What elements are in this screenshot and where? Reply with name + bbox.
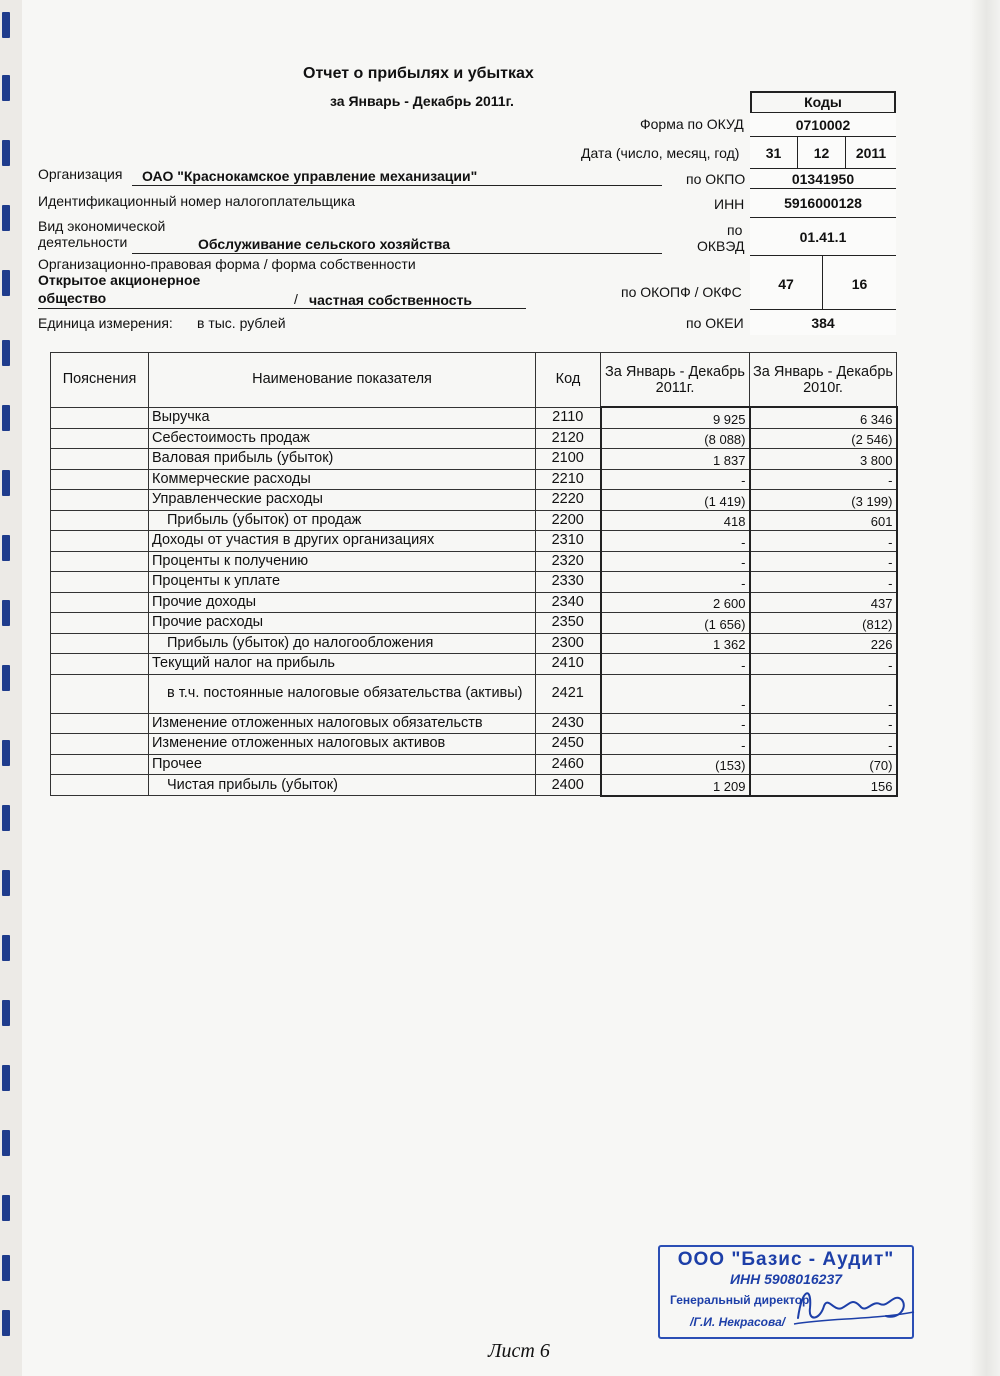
row-name-cell: Проценты к уплате [149,572,536,593]
row-name-cell: Доходы от участия в других организациях [149,531,536,552]
row-previous-value: - [750,654,897,675]
codes-header: Коды [750,91,896,113]
legal-form-1: Открытое акционерное [38,272,201,288]
date-day: 31 [750,137,798,169]
stamp-org: ООО "Базис - Аудит" [677,1249,895,1270]
row-current-value: 9 925 [601,407,750,428]
row-current-value: 1 209 [601,775,750,796]
row-code-cell: 2210 [536,469,601,490]
row-code-cell: 2460 [536,754,601,775]
row-name-cell: Изменение отложенных налоговых активов [149,734,536,755]
date-month: 12 [798,137,846,169]
table-row [51,754,897,775]
legal-form-2: общество [38,290,107,306]
row-current-value: - [601,531,750,552]
org-label: Организация [38,166,123,182]
table-row [51,428,897,449]
row-name-cell: Проценты к получению [149,551,536,572]
row-notes-cell [51,449,149,470]
row-previous-value: - [750,734,897,755]
binding-hole [2,1130,10,1156]
table-row [51,734,897,755]
row-code-cell: 2200 [536,510,601,531]
row-notes-cell [51,428,149,449]
okopf-okfs-label: по ОКОПФ / ОКФС [621,284,742,300]
row-previous-value: (3 199) [750,490,897,511]
row-notes-cell [51,531,149,552]
row-code-cell: 2330 [536,572,601,593]
row-current-value: 418 [601,510,750,531]
row-previous-value: 6 346 [750,407,897,428]
row-previous-value: - [750,531,897,552]
inn-full-label: Идентификационный номер налогоплательщика [38,193,356,209]
row-code-cell: 2110 [536,407,601,428]
binding-hole [2,270,10,296]
row-code-cell: 2410 [536,654,601,675]
okud-label: Форма по ОКУД [640,116,744,132]
binding-hole [2,1195,10,1221]
row-notes-cell [51,754,149,775]
table-row [51,510,897,531]
row-current-value: (153) [601,754,750,775]
row-current-value: 1 362 [601,633,750,654]
table-row [51,674,897,713]
stamp-person: /Г.И. Некрасова/ [690,1315,786,1329]
header-previous-period [750,353,897,408]
row-code-cell: 2350 [536,613,601,634]
row-name-cell: Себестоимость продаж [149,428,536,449]
row-name-cell: Прочие расходы [149,613,536,634]
binding-hole [2,205,10,231]
table-row [51,775,897,796]
row-previous-value: 601 [750,510,897,531]
row-notes-cell [51,633,149,654]
table-row [51,592,897,613]
row-current-value: - [601,654,750,675]
table-row [51,407,897,428]
binding-hole [2,1255,10,1281]
row-previous-value: - [750,713,897,734]
okfs-value: 16 [823,256,896,310]
row-name-cell: Прибыль (убыток) от продаж [149,510,536,531]
row-code-cell: 2320 [536,551,601,572]
row-name-cell: Чистая прибыль (убыток) [149,775,536,796]
binding-hole [2,140,10,166]
row-notes-cell [51,674,149,713]
unit-label: Единица измерения: [38,315,173,331]
date-label: Дата (число, месяц, год) [581,145,740,161]
binding-hole [2,600,10,626]
row-name-cell: Выручка [149,407,536,428]
row-previous-value: (812) [750,613,897,634]
row-previous-value: 3 800 [750,449,897,470]
row-previous-value: 437 [750,592,897,613]
legal-form-underline [38,308,526,309]
unit-value: в тыс. рублей [197,315,286,331]
okopf-value: 47 [750,256,823,310]
row-code-cell: 2430 [536,713,601,734]
row-previous-value: 226 [750,633,897,654]
header-current-line2: 2011г. [655,379,695,396]
row-name-cell: Изменение отложенных налоговых обязательств [149,713,536,734]
row-code-cell: 2300 [536,633,601,654]
row-current-value: - [601,551,750,572]
row-notes-cell [51,407,149,428]
binding-hole [2,12,10,38]
row-current-value: (1 419) [601,490,750,511]
date-year: 2011 [846,137,896,169]
row-notes-cell [51,510,149,531]
row-previous-value: 156 [750,775,897,796]
row-name-cell: в т.ч. постоянные налоговые обязательства (активы) [149,674,536,713]
row-name-cell: Прочее [149,754,536,775]
row-code-cell: 2450 [536,734,601,755]
row-current-value: 1 837 [601,449,750,470]
inn-label: ИНН [714,196,745,212]
okved-label-1: по [727,222,743,238]
row-current-value: - [601,674,750,713]
stamp-position: Генеральный директор [670,1293,810,1307]
table-row [51,713,897,734]
binding-hole [2,1000,10,1026]
ownership-value: частная собственность [309,292,473,308]
table-row [51,551,897,572]
activity-label-1: Вид экономической [38,218,166,234]
table-row [51,613,897,634]
activity-label-2: деятельности [38,234,128,250]
binding-hole [2,340,10,366]
binding-hole [2,740,10,766]
row-previous-value: (2 546) [750,428,897,449]
row-notes-cell [51,592,149,613]
table-row [51,572,897,593]
activity-value: Обслуживание сельского хозяйства [198,236,450,252]
row-notes-cell [51,613,149,634]
row-name-cell: Управленческие расходы [149,490,536,511]
stamp-inn: ИНН 5908016237 [729,1271,843,1287]
binding-hole [2,805,10,831]
okud-value: 0710002 [750,113,896,137]
row-notes-cell [51,713,149,734]
inn-value: 5916000128 [750,189,896,218]
row-code-cell: 2120 [536,428,601,449]
org-name-underline [132,185,662,186]
row-current-value: - [601,572,750,593]
row-notes-cell [51,469,149,490]
row-name-cell: Валовая прибыль (убыток) [149,449,536,470]
report-title: Отчет о прибылях и убытках [303,65,534,82]
binding-hole [2,1065,10,1091]
report-period: за Январь - Декабрь 2011г. [330,93,514,109]
okved-value: 01.41.1 [750,218,896,256]
row-previous-value: - [750,551,897,572]
row-notes-cell [51,572,149,593]
table-row [51,531,897,552]
table-row [51,654,897,675]
table-row [51,449,897,470]
table-row [51,490,897,511]
row-current-value: - [601,713,750,734]
row-current-value: - [601,734,750,755]
row-previous-value: - [750,572,897,593]
row-notes-cell [51,551,149,572]
row-notes-cell [51,654,149,675]
row-name-cell: Прочие доходы [149,592,536,613]
header-previous-line2: 2010г. [803,379,843,396]
row-notes-cell [51,775,149,796]
row-name-cell: Текущий налог на прибыль [149,654,536,675]
page-edge-shadow [970,0,1000,1376]
binding-hole [2,1310,10,1336]
okved-label-2: ОКВЭД [697,238,745,254]
row-code-cell: 2310 [536,531,601,552]
legal-form-label: Организационно-правовая форма / форма собственности [38,256,416,272]
income-statement-table [50,352,898,797]
row-name-cell: Прибыль (убыток) до налогообложения [149,633,536,654]
header-notes: Пояснения [51,353,149,408]
row-previous-value: (70) [750,754,897,775]
header-current-line1: За Январь - Декабрь [605,363,745,380]
binding-hole [2,470,10,496]
row-name-cell: Коммерческие расходы [149,469,536,490]
row-notes-cell [51,734,149,755]
legal-form-slash: / [294,291,298,307]
row-current-value: (8 088) [601,428,750,449]
activity-underline [132,253,662,254]
header-current-period [601,353,750,408]
row-code-cell: 2340 [536,592,601,613]
signature [790,1278,920,1333]
binding-hole [2,405,10,431]
table-row [51,469,897,490]
header-code: Код [536,353,601,408]
org-name: ОАО "Краснокамское управление механизации" [142,168,478,184]
table-row [51,633,897,654]
binding-hole [2,75,10,101]
page-number: Лист 6 [488,1340,550,1362]
row-current-value: - [601,469,750,490]
row-code-cell: 2421 [536,674,601,713]
okpo-value: 01341950 [750,169,896,189]
row-code-cell: 2220 [536,490,601,511]
table-header-row [51,353,897,408]
okei-label: по ОКЕИ [686,315,744,331]
row-current-value: (1 656) [601,613,750,634]
binding-hole [2,535,10,561]
row-previous-value: - [750,469,897,490]
binding-hole [2,935,10,961]
okei-value: 384 [750,310,896,335]
binding-hole [2,665,10,691]
row-notes-cell [51,490,149,511]
row-code-cell: 2400 [536,775,601,796]
row-previous-value: - [750,674,897,713]
binding-hole [2,870,10,896]
header-previous-line1: За Январь - Декабрь [753,363,893,380]
row-current-value: 2 600 [601,592,750,613]
header-name: Наименование показателя [149,353,536,408]
row-code-cell: 2100 [536,449,601,470]
okpo-label: по ОКПО [686,171,746,187]
